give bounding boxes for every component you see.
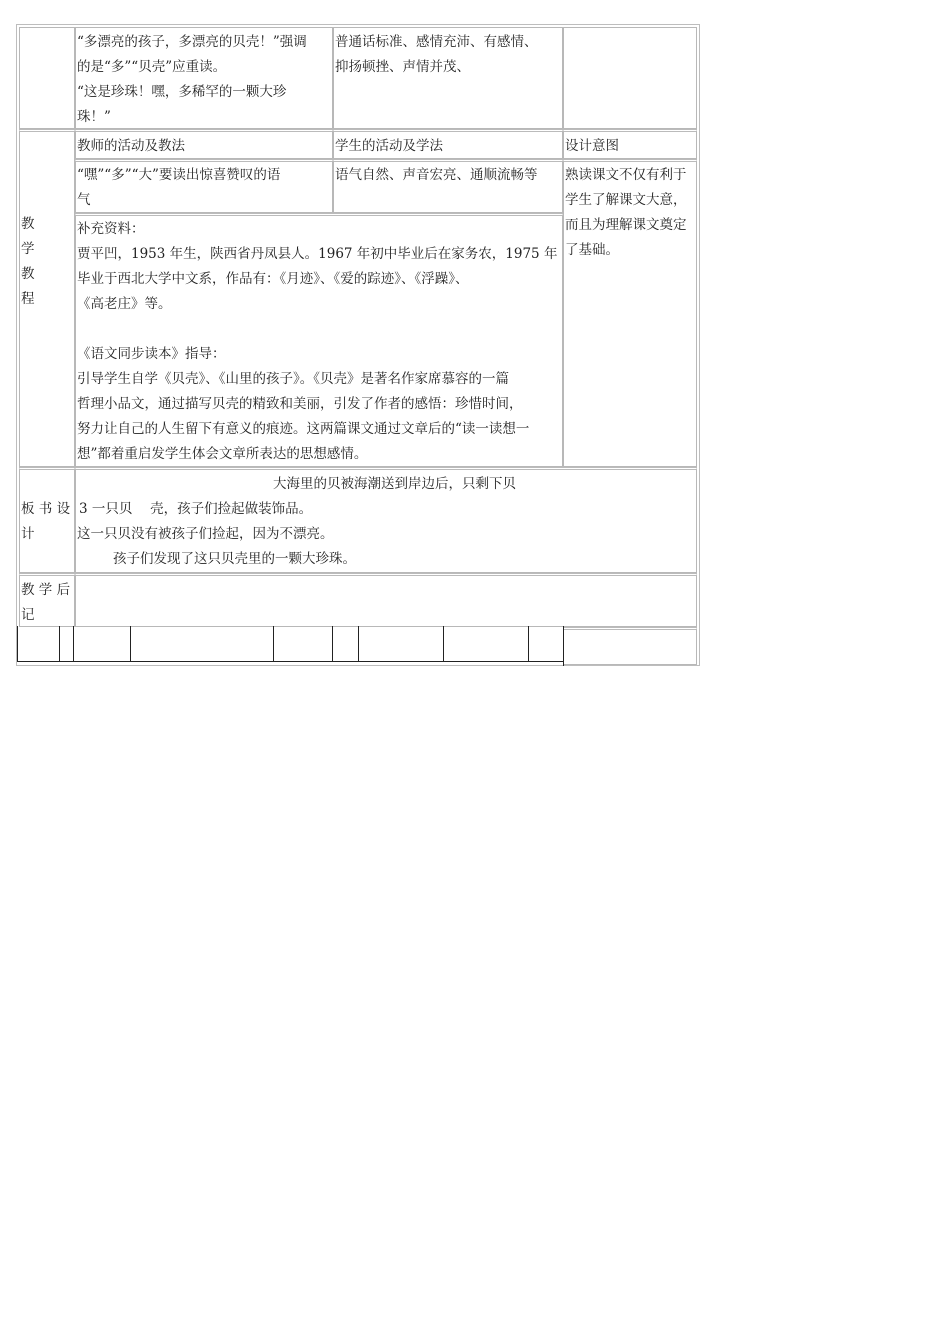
header-teacher-label: 教师的活动及教法 [77,138,185,154]
text-line: 普通话标准、感情充沛、有感情、 [335,34,538,50]
text-line: 引导学生自学《贝壳》、《山里的孩子》。《贝壳》是著名作家席慕容的一篇 [77,371,509,387]
grid-line [17,661,563,662]
grid-line [59,626,60,662]
row1-intent-cell [563,27,697,129]
text-line: 哲理小品文，通过描写贝壳的精致和美丽，引发了作者的感悟：珍惜时间， [77,396,523,412]
text-line: 了基础。 [565,242,619,258]
supplement-cell [75,213,563,467]
board-line: 孩子们发现了这只贝壳里的一颗大珍珠。 [113,551,356,567]
text-line: 想”都着重启发学生体会文章所表达的思想感情。 [77,446,368,462]
text-line: 《语文同步读本》指导： [77,346,226,362]
grid-line [17,626,18,662]
lesson-plan-table [16,24,700,666]
text-line: 抑扬顿挫、声情并茂、 [335,59,470,75]
text-line: “嘿”“多”“大”要读出惊喜赞叹的语 [77,167,281,183]
header-teacher [75,129,333,159]
side-label-line: 板 书 设 [21,501,71,517]
text-line: 补充资料： [77,221,145,237]
board-side-cell [19,467,75,573]
grid-line [443,626,444,662]
text-line: 努力让自己的人生留下有意义的痕迹。这两篇课文通过文章后的“读一读想一 [77,421,530,437]
grid-line [273,626,274,662]
row1-side-cell [19,27,75,129]
text-line: 贾平凹，1953 年生，陕西省丹凤县人。1967 年初中毕业后在家务农，1975 年 [77,246,558,262]
header-intent [563,129,697,159]
text-line: “这是珍珠！嘿，多稀罕的一颗大珍 [77,84,287,100]
bottom-empty-cell [563,627,697,665]
process-side-cell [19,129,75,467]
text-line: 毕业于西北大学中文系，作品有：《月迹》、《爱的踪迹》、《浮躁》、 [77,271,469,287]
row1-teacher-cell [75,27,333,129]
text-line: 的是“多”“贝壳”应重读。 [77,59,227,75]
row1-student-cell [333,27,563,129]
grid-line [358,626,359,662]
board-line: 大海里的贝被海潮送到岸边后，只剩下贝 [273,476,516,492]
text-line [77,317,561,342]
teacher-activity-cell [75,159,333,213]
board-line: 这一只贝没有被孩子们捡起，因为不漂亮。 [77,526,334,542]
afterword-content-cell [75,573,697,627]
text-line: 《高老庄》等。 [77,296,172,312]
text-line: 学生了解课文大意， [565,192,687,208]
side-label-char: 教 [21,216,35,232]
header-intent-label: 设计意图 [565,138,619,154]
side-label-char: 学 [21,241,35,257]
side-label-line: 教 学 后 [21,582,71,598]
side-label-char: 程 [21,291,35,307]
side-label-char: 教 [21,266,35,282]
grid-line [332,626,333,662]
board-line: 3 一只贝 壳，孩子们捡起做装饰品。 [79,501,313,517]
afterword-side-cell [19,573,75,627]
grid-line [130,626,131,662]
text-line: 熟读课文不仅有利于 [565,167,687,183]
side-label-line: 记 [21,607,35,623]
header-student-label: 学生的活动及学法 [335,138,443,154]
text-line: 而且为理解课文奠定 [565,217,687,233]
text-line: 语气自然、声音宏亮、通顺流畅等 [335,167,538,183]
side-label-line: 计 [21,526,35,542]
design-intent-cell [563,159,697,467]
grid-line [528,626,529,662]
text-line: 珠！” [77,109,111,125]
text-line: “多漂亮的孩子，多漂亮的贝壳！”强调 [77,34,307,50]
grid-line [73,626,74,662]
board-design-cell [75,467,697,573]
header-student [333,129,563,159]
student-activity-cell [333,159,563,213]
grid-line [563,626,564,666]
text-line: 气 [77,192,91,208]
